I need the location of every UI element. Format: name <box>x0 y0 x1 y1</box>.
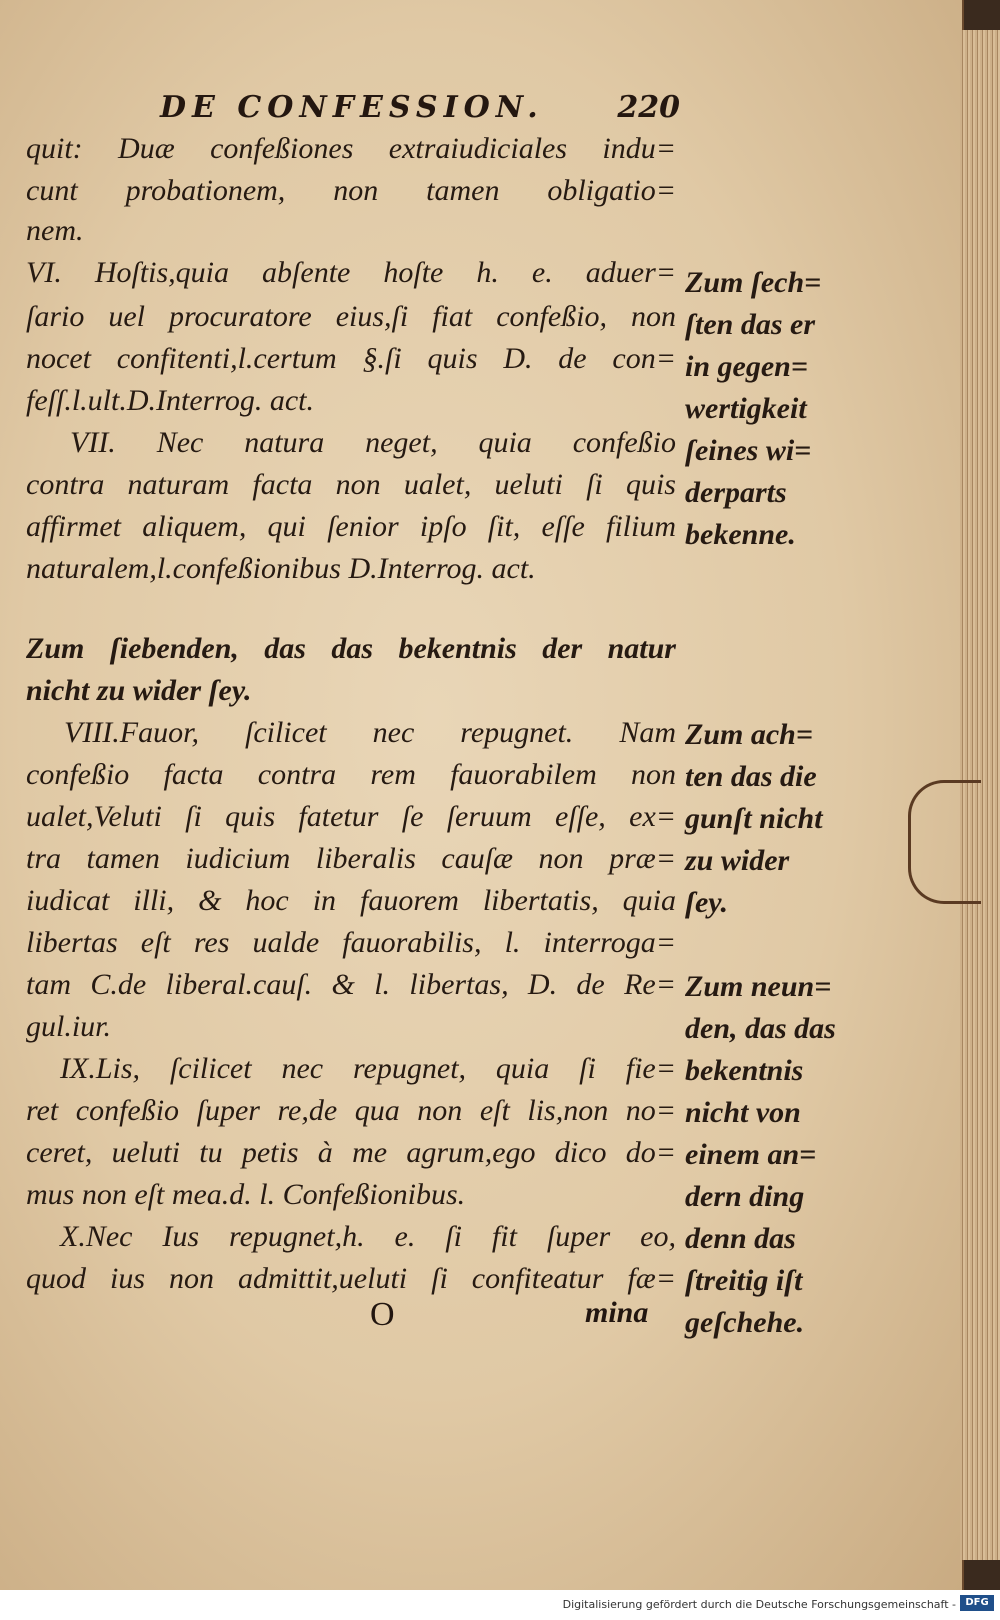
marginal-line: ſtreitig iſt <box>685 1264 803 1297</box>
text-line: tra tamen iudicium liberalis cauſæ non præ= <box>26 842 676 875</box>
running-head <box>160 90 680 130</box>
marginal-line: Zum ach= <box>685 718 813 751</box>
text-line: mus non eſt mea.d. l. Confeßionibus. <box>26 1178 466 1211</box>
marginal-line: ſten das er <box>685 308 815 341</box>
marginal-line: dern ding <box>685 1180 805 1213</box>
page-number: 220 <box>617 90 680 125</box>
text-line: VII. Nec natura neget, quia confeßio <box>70 426 676 459</box>
marginal-line: wertigkeit <box>685 392 807 425</box>
marginal-line: nicht von <box>685 1096 801 1129</box>
dfg-logo: DFG <box>960 1595 994 1611</box>
text-line: quod ius non admittit,ueluti ſi confiteatur fæ= <box>26 1262 676 1295</box>
footer-credit: Digitalisierung gefördert durch die Deutsche Forschungsgemeinschaft - <box>562 1598 956 1611</box>
text-line: ceret, ueluti tu petis à me agrum,ego dico do= <box>26 1136 676 1169</box>
text-line: nem. <box>26 214 84 247</box>
text-line: quit: Duæ confeßiones extraiudiciales indu= <box>26 132 676 165</box>
text-line: contra naturam facta non ualet, ueluti ſi quis <box>26 468 676 501</box>
german-line: nicht zu wider ſey. <box>26 674 252 707</box>
text-line: gul.iur. <box>26 1010 112 1043</box>
signature-mark: O <box>370 1296 395 1333</box>
marginal-line: gunſt nicht <box>685 802 823 835</box>
text-line: cunt probationem, non tamen obligatio= <box>26 174 676 207</box>
marginal-line: ſey. <box>685 886 729 919</box>
text-line: iudicat illi, & hoc in fauorem libertatis, quia <box>26 884 676 917</box>
running-head-title: DE CONFESSION. <box>160 90 544 125</box>
text-line: confeßio facta contra rem fauorabilem non <box>26 758 676 791</box>
text-line: affirmet aliquem, qui ſenior ipſo ſit, eſſe filium <box>26 510 676 543</box>
marginal-line: geſchehe. <box>685 1306 805 1339</box>
marginal-line: Zum ſech= <box>685 266 822 299</box>
text-line: X.Nec Ius repugnet,h. e. ſi fit ſuper eo, <box>60 1220 676 1253</box>
text-line: naturalem,l.confeßionibus D.Interrog. act. <box>26 552 536 585</box>
marginal-line: derparts <box>685 476 787 509</box>
text-line: ualet,Veluti ſi quis fatetur ſe ſeruum eſſe, ex= <box>26 800 676 833</box>
footer-bar <box>0 1590 1000 1620</box>
marginal-line: Zum neun= <box>685 970 832 1003</box>
marginal-line: ten das die <box>685 760 817 793</box>
text-line: VI. Hoſtis,quia abſente hoſte h. e. aduer= <box>26 256 676 289</box>
marginal-line: bekenne. <box>685 518 796 551</box>
text-line: VIII.Fauor, ſcilicet nec repugnet. Nam <box>64 716 676 749</box>
text-line: IX.Lis, ſcilicet nec repugnet, quia ſi fie= <box>60 1052 676 1085</box>
marginal-line: ſeines wi= <box>685 434 812 467</box>
marginal-line: einem an= <box>685 1138 817 1171</box>
marginal-line: in gegen= <box>685 350 808 383</box>
book-clasp <box>908 780 981 904</box>
text-line: ſario uel procuratore eius,ſi fiat confeßio, non <box>26 300 676 333</box>
text-line: libertas eſt res ualde fauorabilis, l. interroga= <box>26 926 676 959</box>
marginal-line: denn das <box>685 1222 796 1255</box>
german-line: Zum ſiebenden, das das bekentnis der natur <box>26 632 676 665</box>
marginal-line: bekentnis <box>685 1054 804 1087</box>
catchword: mina <box>585 1296 649 1329</box>
text-line: feſſ.l.ult.D.Interrog. act. <box>26 384 315 417</box>
marginal-line: den, das das <box>685 1012 836 1045</box>
marginal-line: zu wider <box>685 844 790 877</box>
text-line: tam C.de liberal.cauſ. & l. libertas, D. de Re= <box>26 968 676 1001</box>
text-line: ret confeßio ſuper re,de qua non eſt lis,non no= <box>26 1094 676 1127</box>
text-line: nocet confitenti,l.certum §.ſi quis D. de con= <box>26 342 676 375</box>
